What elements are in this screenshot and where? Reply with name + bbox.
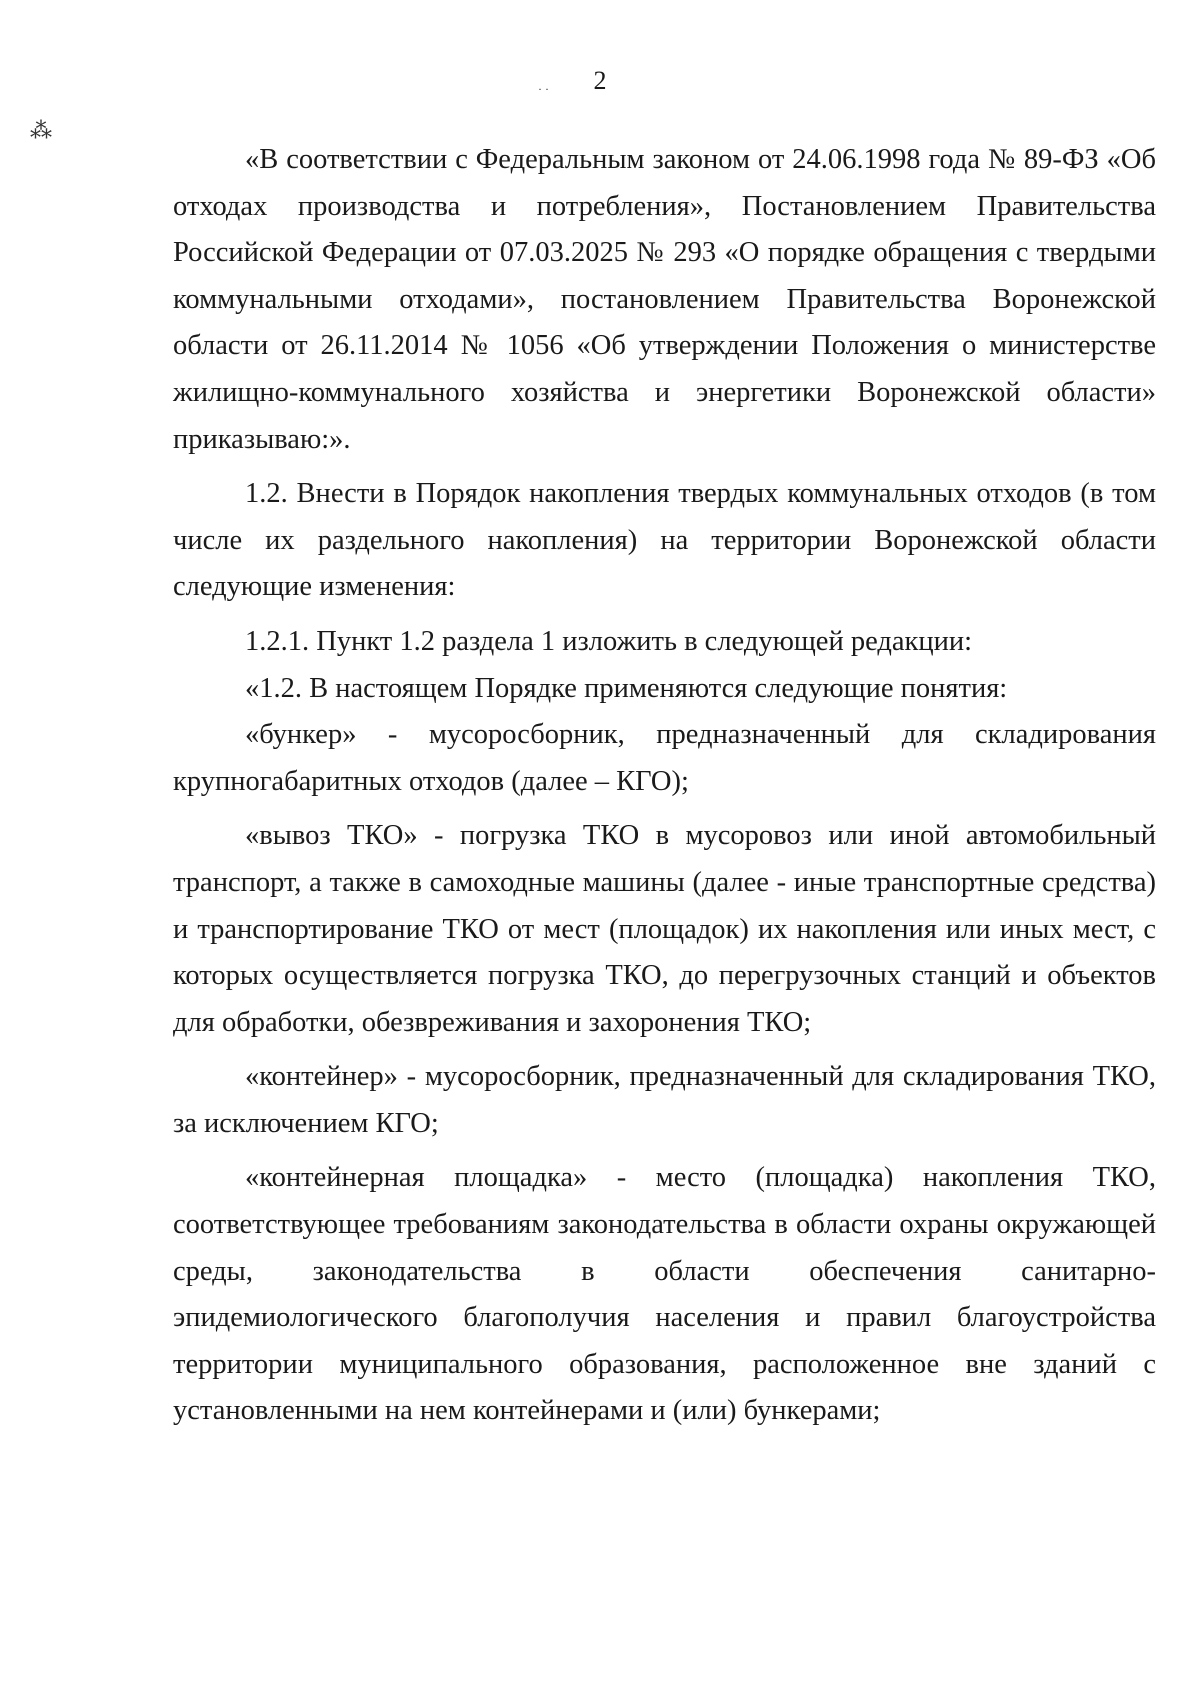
paragraph-1-2-1: 1.2.1. Пункт 1.2 раздела 1 изложить в следующей редакции:	[245, 625, 973, 657]
scan-mark: ⁂	[30, 118, 52, 143]
paragraph-definition-removal: «вывоз ТКО» - погрузка ТКО в мусоровоз или иной автомобильный транспорт, а также в самоходные машины (далее - иные транспортные средства) и транспортирование ТКО от мест (площадок) их накопления или иных мест, с которых осуществляется погрузка ТКО, до перегрузочных станций и объектов для обработки, обезвреживания и захоронения ТКО;	[173, 820, 1156, 1038]
scan-mark: · ·	[538, 82, 549, 96]
page-number: 2	[593, 66, 607, 95]
paragraph-definition-container-site: «контейнерная площадка» - место (площадка) накопления ТКО, соответствующее требованиям законодательства в области охраны окружающей среды, законодательства в области обеспечения санитарно-эпидемиологического благополучия населения и правил благоустройства территории муниципального образования, расположенное вне зданий с установленными на нем контейнерами и (или) бункерами;	[173, 1162, 1156, 1427]
paragraph-legal-basis: «В соответствии с Федеральным законом от 24.06.1998 года № 89-ФЗ «Об отходах производства и потребления», Постановлением Правительства Российской Федерации от 07.03.2025 № 293 «О порядке обращения с твердыми коммунальными отходами», постановлением Правительства Воронежской области от 26.11.2014 № 1056 «Об утверждении Положения о министерстве жилищно-коммунального хозяйства и энергетики Воронежской области» приказываю:».	[173, 144, 1156, 455]
paragraph-1-2: 1.2. Внести в Порядок накопления твердых коммунальных отходов (в том числе их раздельного накопления) на территории Воронежской области следующие изменения:	[173, 478, 1156, 603]
paragraph-definition-bunker: «бункер» - мусоросборник, предназначенный для складирования крупногабаритных отходов (далее – КГО);	[173, 719, 1156, 797]
paragraph-definitions-intro: «1.2. В настоящем Порядке применяются следующие понятия:	[245, 672, 1008, 704]
document-body	[173, 137, 1156, 1435]
paragraph-definition-container: «контейнер» - мусоросборник, предназначенный для складирования ТКО, за исключением КГО;	[173, 1061, 1156, 1139]
